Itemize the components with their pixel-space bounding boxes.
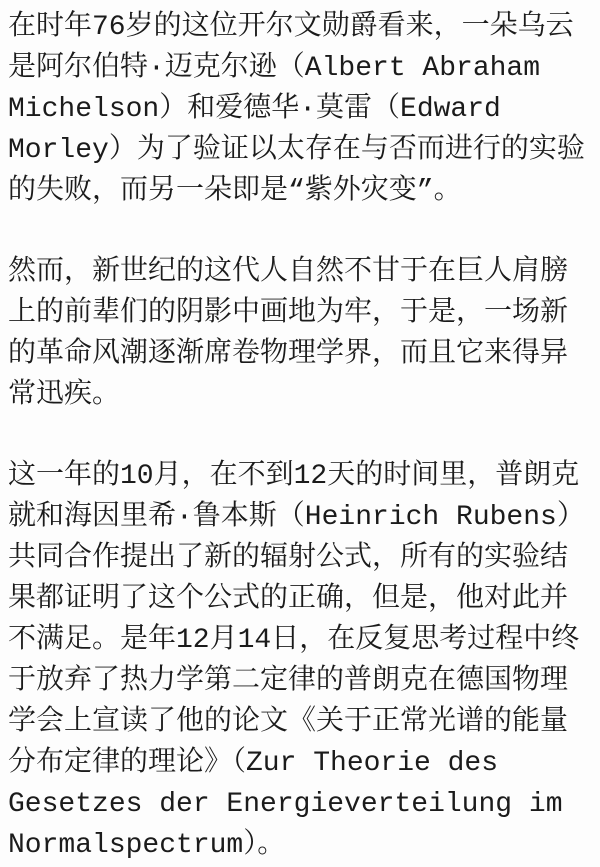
paragraph-kelvin-two-clouds: 在时年76岁的这位开尔文勋爵看来，一朵乌云是阿尔伯特·迈克尔逊（Albert Abraham Michelson）和爱德华·莫雷（Edward Morley）为了验证以太存在与否而进行的实验的失败，而另一朵即是“紫外灾变”。: [8, 12, 585, 207]
paragraph-new-century-revolution: 然而，新世纪的这代人自然不甘于在巨人肩膀上的前辈们的阴影中画地为牢，于是，一场新的革命风潮逐渐席卷物理学界，而且它来得异常迅疾。: [8, 257, 569, 411]
paragraph-planck-radiation-law: 这一年的10月，在不到12天的时间里，普朗克就和海因里希·鲁本斯（Heinrich Rubens）共同合作提出了新的辐射公式，所有的实验结果都证明了这个公式的正确，但是，他对此并不满足。是年12月14日，在反复思考过程中终于放弃了热力学第二定律的普朗克在德国物理学会上宣读了他的论文《关于正常光谱的能量分布定律的理论》（Zur Theorie des Gesetzes der Energieverteilung im Normalspectrum）。: [8, 461, 585, 861]
